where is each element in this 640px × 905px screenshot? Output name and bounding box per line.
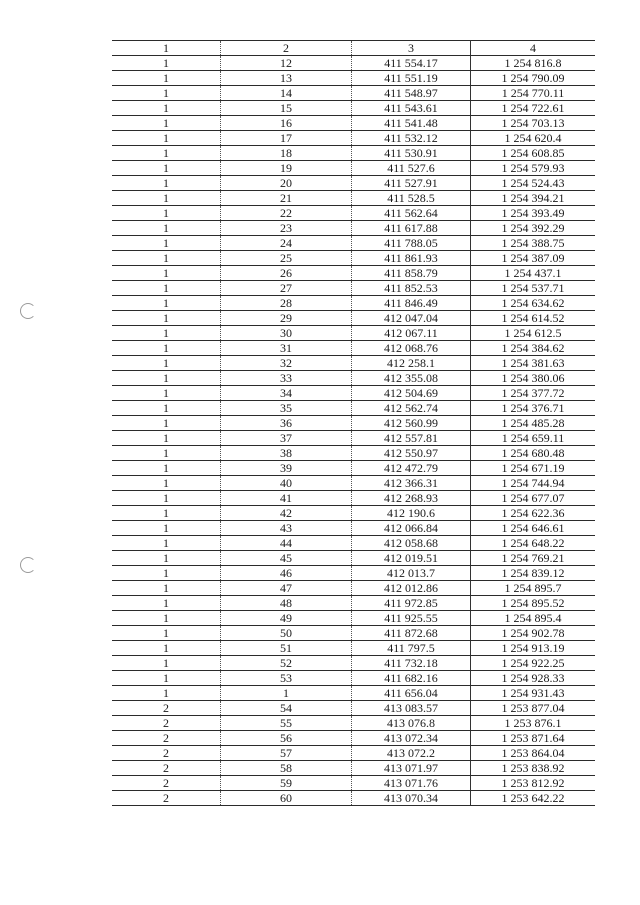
x-coordinate-cell: 411 532.12 (352, 131, 471, 146)
point-number-cell: 15 (221, 101, 352, 116)
point-number-cell: 26 (221, 266, 352, 281)
contour-cell: 1 (112, 116, 221, 131)
contour-cell: 1 (112, 656, 221, 671)
table-header-row (112, 41, 595, 56)
contour-cell: 1 (112, 551, 221, 566)
contour-cell: 1 (112, 506, 221, 521)
contour-cell: 2 (112, 776, 221, 791)
contour-cell: 1 (112, 146, 221, 161)
y-coordinate-cell: 1 254 634.62 (471, 296, 596, 311)
x-coordinate-cell: 411 788.05 (352, 236, 471, 251)
y-coordinate-cell: 1 254 902.78 (471, 626, 596, 641)
contour-cell: 1 (112, 611, 221, 626)
point-number-cell: 60 (221, 791, 352, 806)
y-coordinate-cell: 1 254 579.93 (471, 161, 596, 176)
x-coordinate-cell: 412 268.93 (352, 491, 471, 506)
contour-cell: 1 (112, 386, 221, 401)
y-coordinate-cell: 1 254 381.63 (471, 356, 596, 371)
point-number-cell: 47 (221, 581, 352, 596)
point-number-cell: 20 (221, 176, 352, 191)
x-coordinate-cell: 411 528.5 (352, 191, 471, 206)
point-number-cell: 58 (221, 761, 352, 776)
table-row (112, 641, 595, 656)
x-coordinate-cell: 411 551.19 (352, 71, 471, 86)
contour-cell: 1 (112, 251, 221, 266)
contour-cell: 1 (112, 101, 221, 116)
y-coordinate-cell: 1 254 387.09 (471, 251, 596, 266)
table-row (112, 536, 595, 551)
table-row (112, 236, 595, 251)
x-coordinate-cell: 413 076.8 (352, 716, 471, 731)
point-number-cell: 42 (221, 506, 352, 521)
y-coordinate-cell: 1 254 913.19 (471, 641, 596, 656)
x-coordinate-cell: 412 366.31 (352, 476, 471, 491)
y-coordinate-cell: 1 254 895.52 (471, 596, 596, 611)
table-row (112, 746, 595, 761)
point-number-cell: 29 (221, 311, 352, 326)
y-coordinate-cell: 1 254 394.21 (471, 191, 596, 206)
table-row (112, 656, 595, 671)
contour-cell: 1 (112, 566, 221, 581)
header-col-1: 1 (112, 41, 221, 56)
y-coordinate-cell: 1 254 384.62 (471, 341, 596, 356)
point-number-cell: 52 (221, 656, 352, 671)
y-coordinate-cell: 1 254 922.25 (471, 656, 596, 671)
x-coordinate-cell: 411 656.04 (352, 686, 471, 701)
table-row (112, 686, 595, 701)
contour-cell: 1 (112, 341, 221, 356)
contour-cell: 1 (112, 206, 221, 221)
table-row (112, 431, 595, 446)
contour-cell: 1 (112, 476, 221, 491)
y-coordinate-cell: 1 253 876.1 (471, 716, 596, 731)
point-number-cell: 57 (221, 746, 352, 761)
contour-cell: 1 (112, 326, 221, 341)
point-number-cell: 16 (221, 116, 352, 131)
contour-cell: 1 (112, 521, 221, 536)
point-number-cell: 30 (221, 326, 352, 341)
table-row (112, 116, 595, 131)
coordinates-table (112, 40, 595, 806)
contour-cell: 1 (112, 86, 221, 101)
x-coordinate-cell: 412 066.84 (352, 521, 471, 536)
x-coordinate-cell: 412 560.99 (352, 416, 471, 431)
table-row (112, 296, 595, 311)
y-coordinate-cell: 1 254 677.07 (471, 491, 596, 506)
y-coordinate-cell: 1 254 839.12 (471, 566, 596, 581)
table-row (112, 86, 595, 101)
table-row (112, 251, 595, 266)
table-row (112, 731, 595, 746)
x-coordinate-cell: 412 019.51 (352, 551, 471, 566)
table-row (112, 611, 595, 626)
contour-cell: 1 (112, 416, 221, 431)
y-coordinate-cell: 1 254 437.1 (471, 266, 596, 281)
contour-cell: 1 (112, 221, 221, 236)
y-coordinate-cell: 1 254 537.71 (471, 281, 596, 296)
point-number-cell: 19 (221, 161, 352, 176)
table-row (112, 551, 595, 566)
x-coordinate-cell: 411 541.48 (352, 116, 471, 131)
contour-cell: 1 (112, 266, 221, 281)
point-number-cell: 13 (221, 71, 352, 86)
table-row (112, 476, 595, 491)
y-coordinate-cell: 1 253 812.92 (471, 776, 596, 791)
table-row (112, 341, 595, 356)
header-col-3: 3 (352, 41, 471, 56)
contour-cell: 1 (112, 161, 221, 176)
point-number-cell: 34 (221, 386, 352, 401)
table-row (112, 416, 595, 431)
x-coordinate-cell: 412 067.11 (352, 326, 471, 341)
x-coordinate-cell: 412 504.69 (352, 386, 471, 401)
header-col-2: 2 (221, 41, 352, 56)
x-coordinate-cell: 412 557.81 (352, 431, 471, 446)
punch-hole-mark (20, 303, 36, 319)
table-row (112, 146, 595, 161)
y-coordinate-cell: 1 254 928.33 (471, 671, 596, 686)
contour-cell: 1 (112, 686, 221, 701)
point-number-cell: 43 (221, 521, 352, 536)
table-row (112, 356, 595, 371)
table-row (112, 71, 595, 86)
x-coordinate-cell: 411 797.5 (352, 641, 471, 656)
contour-cell: 2 (112, 761, 221, 776)
point-number-cell: 50 (221, 626, 352, 641)
x-coordinate-cell: 412 258.1 (352, 356, 471, 371)
point-number-cell: 23 (221, 221, 352, 236)
x-coordinate-cell: 412 190.6 (352, 506, 471, 521)
point-number-cell: 45 (221, 551, 352, 566)
point-number-cell: 59 (221, 776, 352, 791)
point-number-cell: 40 (221, 476, 352, 491)
contour-cell: 1 (112, 281, 221, 296)
y-coordinate-cell: 1 254 659.11 (471, 431, 596, 446)
x-coordinate-cell: 411 925.55 (352, 611, 471, 626)
table-row (112, 386, 595, 401)
contour-cell: 1 (112, 71, 221, 86)
contour-cell: 1 (112, 311, 221, 326)
contour-cell: 1 (112, 371, 221, 386)
contour-cell: 1 (112, 56, 221, 71)
contour-cell: 1 (112, 191, 221, 206)
punch-hole-mark (20, 557, 36, 573)
point-number-cell: 55 (221, 716, 352, 731)
contour-cell: 2 (112, 716, 221, 731)
x-coordinate-cell: 413 072.34 (352, 731, 471, 746)
x-coordinate-cell: 413 071.97 (352, 761, 471, 776)
x-coordinate-cell: 412 058.68 (352, 536, 471, 551)
table-row (112, 371, 595, 386)
x-coordinate-cell: 411 732.18 (352, 656, 471, 671)
point-number-cell: 32 (221, 356, 352, 371)
table-row (112, 671, 595, 686)
x-coordinate-cell: 412 013.7 (352, 566, 471, 581)
point-number-cell: 12 (221, 56, 352, 71)
point-number-cell: 49 (221, 611, 352, 626)
point-number-cell: 31 (221, 341, 352, 356)
table-row (112, 716, 595, 731)
x-coordinate-cell: 411 861.93 (352, 251, 471, 266)
y-coordinate-cell: 1 253 864.04 (471, 746, 596, 761)
y-coordinate-cell: 1 254 612.5 (471, 326, 596, 341)
contour-cell: 2 (112, 731, 221, 746)
point-number-cell: 14 (221, 86, 352, 101)
y-coordinate-cell: 1 254 790.09 (471, 71, 596, 86)
point-number-cell: 22 (221, 206, 352, 221)
y-coordinate-cell: 1 254 614.52 (471, 311, 596, 326)
point-number-cell: 41 (221, 491, 352, 506)
header-col-4: 4 (471, 41, 596, 56)
x-coordinate-cell: 412 562.74 (352, 401, 471, 416)
y-coordinate-cell: 1 254 703.13 (471, 116, 596, 131)
point-number-cell: 46 (221, 566, 352, 581)
point-number-cell: 1 (221, 686, 352, 701)
table-row (112, 701, 595, 716)
y-coordinate-cell: 1 254 770.11 (471, 86, 596, 101)
point-number-cell: 17 (221, 131, 352, 146)
table-row (112, 221, 595, 236)
x-coordinate-cell: 411 543.61 (352, 101, 471, 116)
y-coordinate-cell: 1 254 895.7 (471, 581, 596, 596)
table-row (112, 206, 595, 221)
y-coordinate-cell: 1 254 744.94 (471, 476, 596, 491)
y-coordinate-cell: 1 254 622.36 (471, 506, 596, 521)
table-row (112, 596, 595, 611)
x-coordinate-cell: 411 872.68 (352, 626, 471, 641)
contour-cell: 2 (112, 791, 221, 806)
contour-cell: 1 (112, 401, 221, 416)
contour-cell: 2 (112, 746, 221, 761)
x-coordinate-cell: 412 012.86 (352, 581, 471, 596)
y-coordinate-cell: 1 254 671.19 (471, 461, 596, 476)
x-coordinate-cell: 411 548.97 (352, 86, 471, 101)
contour-cell: 1 (112, 641, 221, 656)
table-row (112, 776, 595, 791)
contour-cell: 1 (112, 176, 221, 191)
y-coordinate-cell: 1 254 648.22 (471, 536, 596, 551)
point-number-cell: 33 (221, 371, 352, 386)
y-coordinate-cell: 1 254 392.29 (471, 221, 596, 236)
table-row (112, 131, 595, 146)
point-number-cell: 51 (221, 641, 352, 656)
y-coordinate-cell: 1 253 838.92 (471, 761, 596, 776)
x-coordinate-cell: 411 617.88 (352, 221, 471, 236)
x-coordinate-cell: 412 550.97 (352, 446, 471, 461)
contour-cell: 1 (112, 671, 221, 686)
contour-cell: 1 (112, 581, 221, 596)
table-row (112, 761, 595, 776)
table-row (112, 326, 595, 341)
x-coordinate-cell: 411 972.85 (352, 596, 471, 611)
table-row (112, 506, 595, 521)
contour-cell: 1 (112, 236, 221, 251)
x-coordinate-cell: 411 846.49 (352, 296, 471, 311)
x-coordinate-cell: 412 355.08 (352, 371, 471, 386)
point-number-cell: 28 (221, 296, 352, 311)
table-row (112, 281, 595, 296)
point-number-cell: 37 (221, 431, 352, 446)
x-coordinate-cell: 411 554.17 (352, 56, 471, 71)
y-coordinate-cell: 1 254 722.61 (471, 101, 596, 116)
table-row (112, 56, 595, 71)
contour-cell: 1 (112, 461, 221, 476)
y-coordinate-cell: 1 254 895.4 (471, 611, 596, 626)
table-row (112, 566, 595, 581)
x-coordinate-cell: 412 047.04 (352, 311, 471, 326)
x-coordinate-cell: 412 472.79 (352, 461, 471, 476)
y-coordinate-cell: 1 254 376.71 (471, 401, 596, 416)
y-coordinate-cell: 1 254 524.43 (471, 176, 596, 191)
y-coordinate-cell: 1 253 871.64 (471, 731, 596, 746)
y-coordinate-cell: 1 254 485.28 (471, 416, 596, 431)
x-coordinate-cell: 411 530.91 (352, 146, 471, 161)
x-coordinate-cell: 412 068.76 (352, 341, 471, 356)
y-coordinate-cell: 1 253 877.04 (471, 701, 596, 716)
y-coordinate-cell: 1 253 642.22 (471, 791, 596, 806)
table-row (112, 521, 595, 536)
y-coordinate-cell: 1 254 388.75 (471, 236, 596, 251)
table-row (112, 161, 595, 176)
point-number-cell: 21 (221, 191, 352, 206)
point-number-cell: 56 (221, 731, 352, 746)
table-row (112, 461, 595, 476)
table-row (112, 491, 595, 506)
point-number-cell: 25 (221, 251, 352, 266)
point-number-cell: 48 (221, 596, 352, 611)
y-coordinate-cell: 1 254 931.43 (471, 686, 596, 701)
point-number-cell: 24 (221, 236, 352, 251)
y-coordinate-cell: 1 254 816.8 (471, 56, 596, 71)
x-coordinate-cell: 413 071.76 (352, 776, 471, 791)
y-coordinate-cell: 1 254 646.61 (471, 521, 596, 536)
contour-cell: 1 (112, 431, 221, 446)
table-row (112, 191, 595, 206)
table-row (112, 446, 595, 461)
point-number-cell: 38 (221, 446, 352, 461)
contour-cell: 1 (112, 491, 221, 506)
table-row (112, 266, 595, 281)
contour-cell: 1 (112, 596, 221, 611)
point-number-cell: 44 (221, 536, 352, 551)
y-coordinate-cell: 1 254 393.49 (471, 206, 596, 221)
y-coordinate-cell: 1 254 380.06 (471, 371, 596, 386)
point-number-cell: 53 (221, 671, 352, 686)
x-coordinate-cell: 413 083.57 (352, 701, 471, 716)
point-number-cell: 35 (221, 401, 352, 416)
table-row (112, 581, 595, 596)
y-coordinate-cell: 1 254 620.4 (471, 131, 596, 146)
x-coordinate-cell: 411 852.53 (352, 281, 471, 296)
point-number-cell: 36 (221, 416, 352, 431)
contour-cell: 1 (112, 356, 221, 371)
point-number-cell: 54 (221, 701, 352, 716)
x-coordinate-cell: 411 527.91 (352, 176, 471, 191)
point-number-cell: 27 (221, 281, 352, 296)
y-coordinate-cell: 1 254 769.21 (471, 551, 596, 566)
x-coordinate-cell: 411 562.64 (352, 206, 471, 221)
contour-cell: 1 (112, 131, 221, 146)
contour-cell: 1 (112, 536, 221, 551)
point-number-cell: 39 (221, 461, 352, 476)
table-row (112, 626, 595, 641)
contour-cell: 1 (112, 626, 221, 641)
table-row (112, 101, 595, 116)
y-coordinate-cell: 1 254 680.48 (471, 446, 596, 461)
point-number-cell: 18 (221, 146, 352, 161)
contour-cell: 2 (112, 701, 221, 716)
table-row (112, 176, 595, 191)
table-row (112, 791, 595, 806)
x-coordinate-cell: 411 527.6 (352, 161, 471, 176)
x-coordinate-cell: 411 682.16 (352, 671, 471, 686)
x-coordinate-cell: 413 072.2 (352, 746, 471, 761)
contour-cell: 1 (112, 296, 221, 311)
table-row (112, 401, 595, 416)
y-coordinate-cell: 1 254 377.72 (471, 386, 596, 401)
x-coordinate-cell: 411 858.79 (352, 266, 471, 281)
table-row (112, 311, 595, 326)
y-coordinate-cell: 1 254 608.85 (471, 146, 596, 161)
x-coordinate-cell: 413 070.34 (352, 791, 471, 806)
contour-cell: 1 (112, 446, 221, 461)
